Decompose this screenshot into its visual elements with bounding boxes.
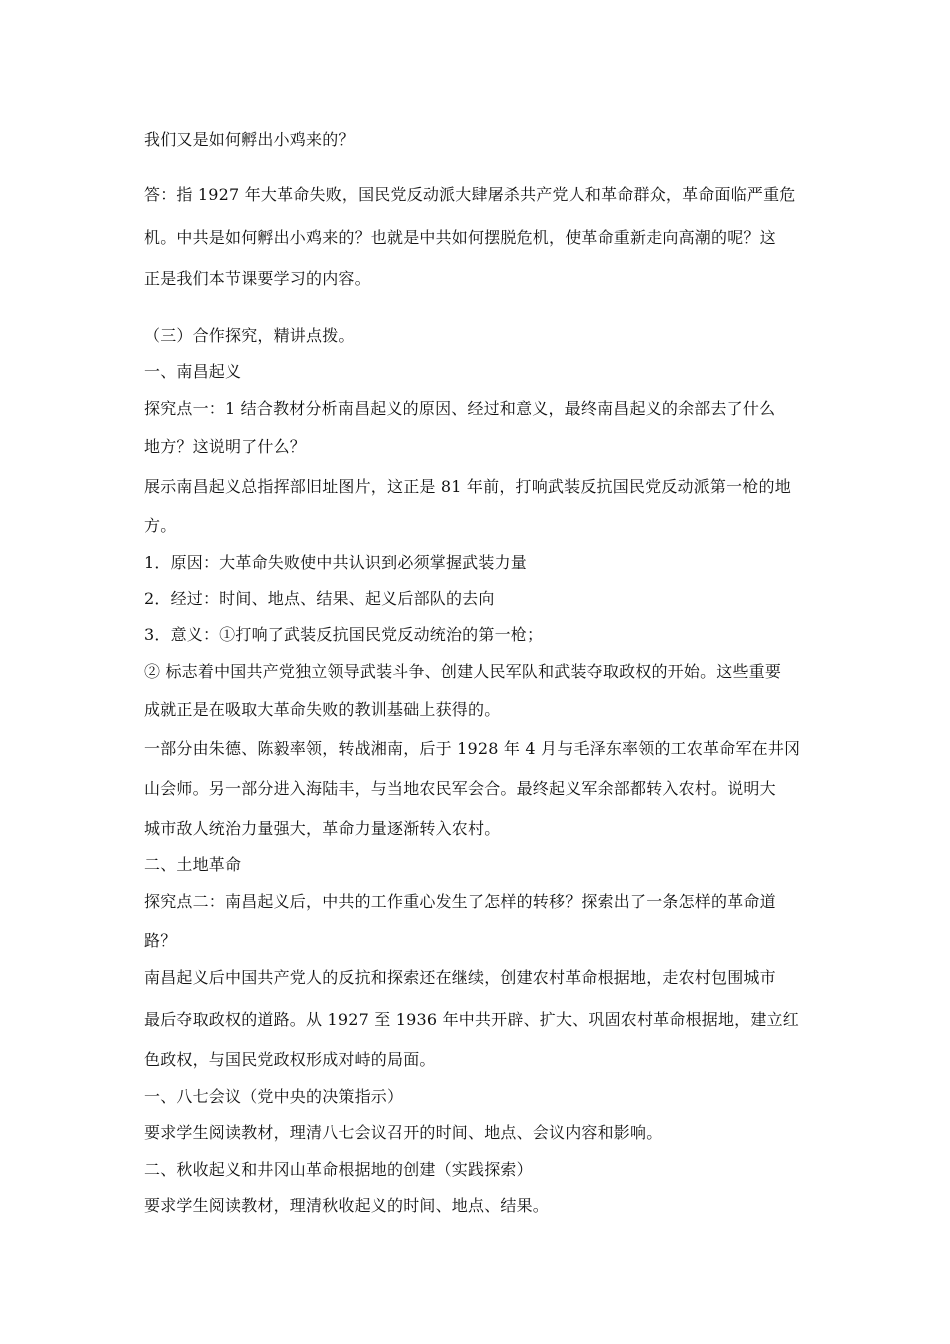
text-line: 山会师。另一部分进入海陆丰，与当地农民军会合。最终起义军余部都转入农村。说明大 [144,779,776,798]
section-heading: 二、秋收起义和井冈山革命根据地的创建（实践探索） [144,1160,533,1179]
text-line: 机。中共是如何孵出小鸡来的？也就是中共如何摆脱危机，使革命重新走向高潮的呢？这 [144,228,776,247]
text-line: 最后夺取政权的道路。从 1927 至 1936 年中共开辟、扩大、巩固农村革命根据地，建立红 [144,1010,799,1029]
text-line: 要求学生阅读教材，理清秋收起义的时间、地点、结果。 [144,1196,550,1215]
section-heading: 二、土地革命 [144,855,242,874]
text-line: 答：指 1927 年大革命失败，国民党反动派大肆屠杀共产党人和革命群众，革命面临严重危 [144,185,796,204]
section-heading: （三）合作探究，精讲点拨。 [144,326,355,345]
section-heading: 一、南昌起义 [144,362,242,381]
text-line: 地方？这说明了什么？ [144,437,307,456]
text-line: 探究点一：1 结合教材分析南昌起义的原因、经过和意义，最终南昌起义的余部去了什么 [144,399,776,418]
list-item: 1．原因：大革命失败使中共认识到必须掌握武装力量 [144,553,527,572]
text-line: ② 标志着中国共产党独立领导武装斗争、创建人民军队和武装夺取政权的开始。这些重要 [144,662,782,681]
text-line: 探究点二：南昌起义后，中共的工作重心发生了怎样的转移？探索出了一条怎样的革命道 [144,892,776,911]
text-line: 我们又是如何孵出小鸡来的？ [144,130,355,149]
text-line: 城市敌人统治力量强大，革命力量逐渐转入农村。 [144,819,501,838]
text-line: 一部分由朱德、陈毅率领，转战湘南，后于 1928 年 4 月与毛泽东率领的工农革命军在井冈 [144,739,801,758]
text-line: 路？ [144,931,177,950]
text-line: 方。 [144,516,177,535]
text-line: 展示南昌起义总指挥部旧址图片，这正是 81 年前，打响武装反抗国民党反动派第一枪的地 [144,477,791,496]
text-line: 要求学生阅读教材，理清八七会议召开的时间、地点、会议内容和影响。 [144,1123,663,1142]
list-item: 2．经过：时间、地点、结果、起义后部队的去向 [144,589,495,608]
list-item: 3．意义：①打响了武装反抗国民党反动统治的第一枪； [144,625,544,644]
section-heading: 一、八七会议（党中央的决策指示） [144,1087,404,1106]
text-line: 色政权，与国民党政权形成对峙的局面。 [144,1050,436,1069]
text-line: 南昌起义后中国共产党人的反抗和探索还在继续，创建农村革命根据地，走农村包围城市 [144,968,776,987]
text-line: 正是我们本节课要学习的内容。 [144,269,371,288]
text-line: 成就正是在吸取大革命失败的教训基础上获得的。 [144,700,501,719]
